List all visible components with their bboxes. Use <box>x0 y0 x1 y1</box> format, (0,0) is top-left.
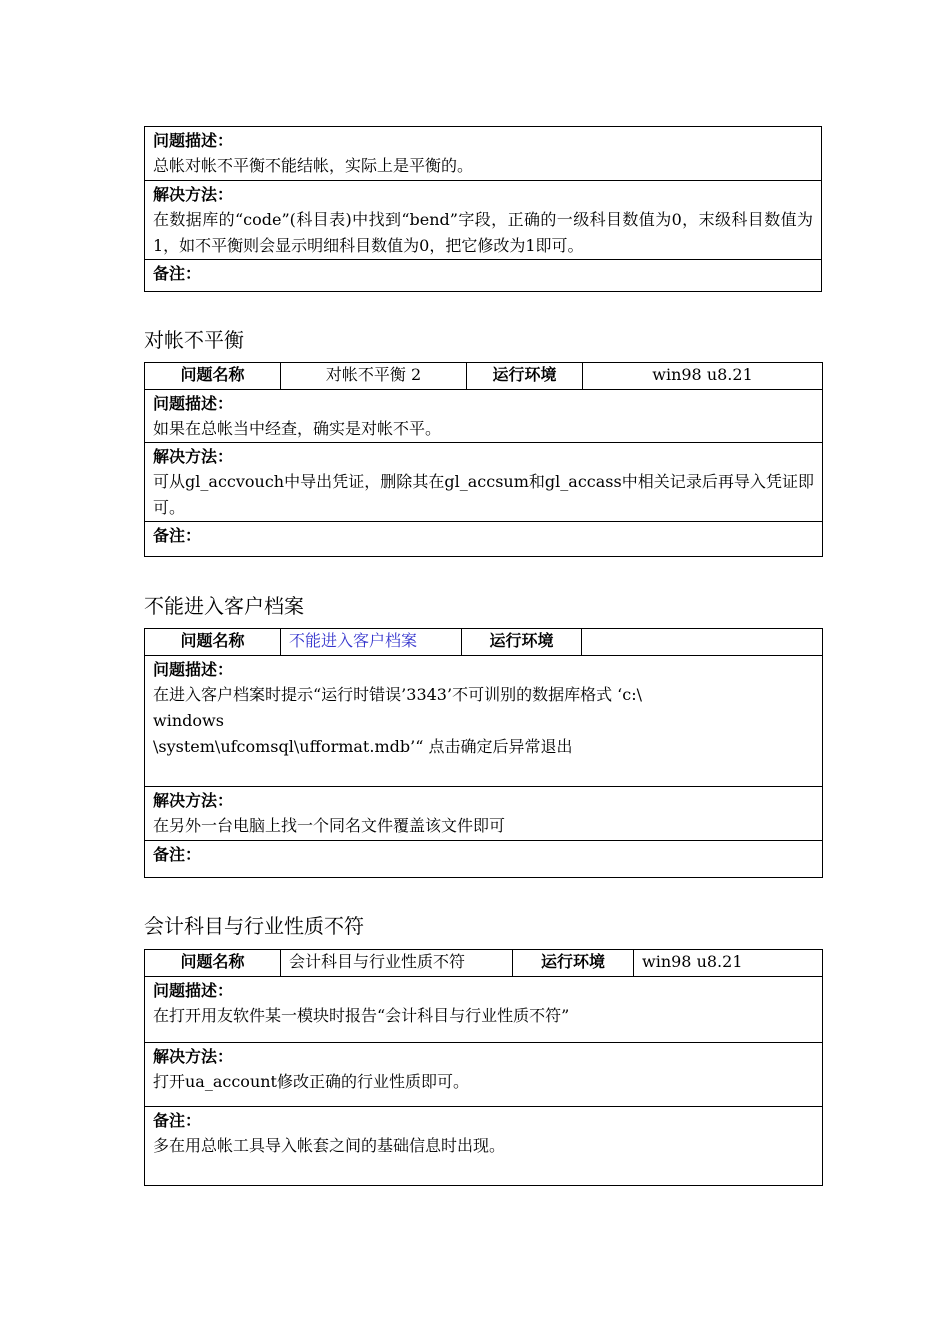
solution-cell <box>145 181 822 260</box>
description-line-2: windows <box>153 711 224 730</box>
problem-name-value: 对帐不平衡 2 <box>281 363 467 390</box>
description-label: 问题描述： <box>153 394 234 413</box>
solution-cell <box>145 787 823 841</box>
note-cell <box>145 522 823 557</box>
description-text: 如果在总帐当中经查，确实是对帐不平。 <box>153 419 442 438</box>
solution-cell <box>145 1043 823 1107</box>
note-cell <box>145 260 822 292</box>
description-label: 问题描述： <box>153 131 234 150</box>
environment-label: 运行环境 <box>513 950 634 977</box>
solution-cell <box>145 443 823 522</box>
environment-label: 运行环境 <box>467 363 583 390</box>
solution-label: 解决方法： <box>153 185 234 204</box>
issue-table-3 <box>144 628 823 878</box>
note-text: 多在用总帐工具导入帐套之间的基础信息时出现。 <box>153 1136 506 1155</box>
description-cell <box>145 656 823 787</box>
note-cell <box>145 841 823 878</box>
description-line-3: \system\ufcomsql\ufformat.mdb’“ 点击确定后异常退出 <box>153 737 573 756</box>
description-label: 问题描述： <box>153 981 234 1000</box>
description-text: 总帐对帐不平衡不能结帐，实际上是平衡的。 <box>153 156 474 175</box>
problem-name-label: 问题名称 <box>145 363 281 390</box>
issue-table-4 <box>144 949 823 1186</box>
environment-value <box>582 629 823 656</box>
issue-table-1 <box>144 126 822 292</box>
note-label: 备注： <box>153 526 202 545</box>
problem-name-label: 问题名称 <box>145 629 281 656</box>
environment-label: 运行环境 <box>462 629 582 656</box>
note-label: 备注： <box>153 1111 202 1130</box>
solution-text: 在另外一台电脑上找一个同名文件覆盖该文件即可 <box>153 816 506 835</box>
note-cell <box>145 1107 823 1186</box>
problem-name-value[interactable]: 不能进入客户档案 <box>281 629 462 656</box>
description-line-1: 在进入客户档案时提示“运行时错误’3343’不可训别的数据库格式 ‘c:\ <box>153 685 642 704</box>
solution-text: 在数据库的“code”(科目表)中找到“bend”字段，正确的一级科目数值为0，末级科目数值为1，如不平衡则会显示明细科目数值为0，把它修改为1即可。 <box>153 210 813 255</box>
section-title-2: 对帐不平衡 <box>144 328 244 352</box>
environment-value: win98 u8.21 <box>583 363 823 390</box>
section-title-3: 不能进入客户档案 <box>144 594 304 618</box>
description-cell <box>145 127 822 181</box>
solution-text: 可从gl_accvouch中导出凭证，删除其在gl_accsum和gl_accass中相关记录后再导入凭证即可。 <box>153 472 814 517</box>
description-cell <box>145 977 823 1043</box>
description-text: 在打开用友软件某一模块时报告“会计科目与行业性质不符” <box>153 1006 570 1025</box>
problem-name-value: 会计科目与行业性质不符 <box>281 950 513 977</box>
issue-table-2 <box>144 362 823 557</box>
solution-label: 解决方法： <box>153 791 234 810</box>
solution-text: 打开ua_account修改正确的行业性质即可。 <box>153 1072 469 1091</box>
description-label: 问题描述： <box>153 660 234 679</box>
environment-value: win98 u8.21 <box>634 950 823 977</box>
problem-name-label: 问题名称 <box>145 950 281 977</box>
note-label: 备注： <box>153 845 202 864</box>
section-title-4: 会计科目与行业性质不符 <box>144 914 364 938</box>
solution-label: 解决方法： <box>153 447 234 466</box>
solution-label: 解决方法： <box>153 1047 234 1066</box>
description-cell <box>145 390 823 443</box>
note-label: 备注： <box>153 264 202 283</box>
